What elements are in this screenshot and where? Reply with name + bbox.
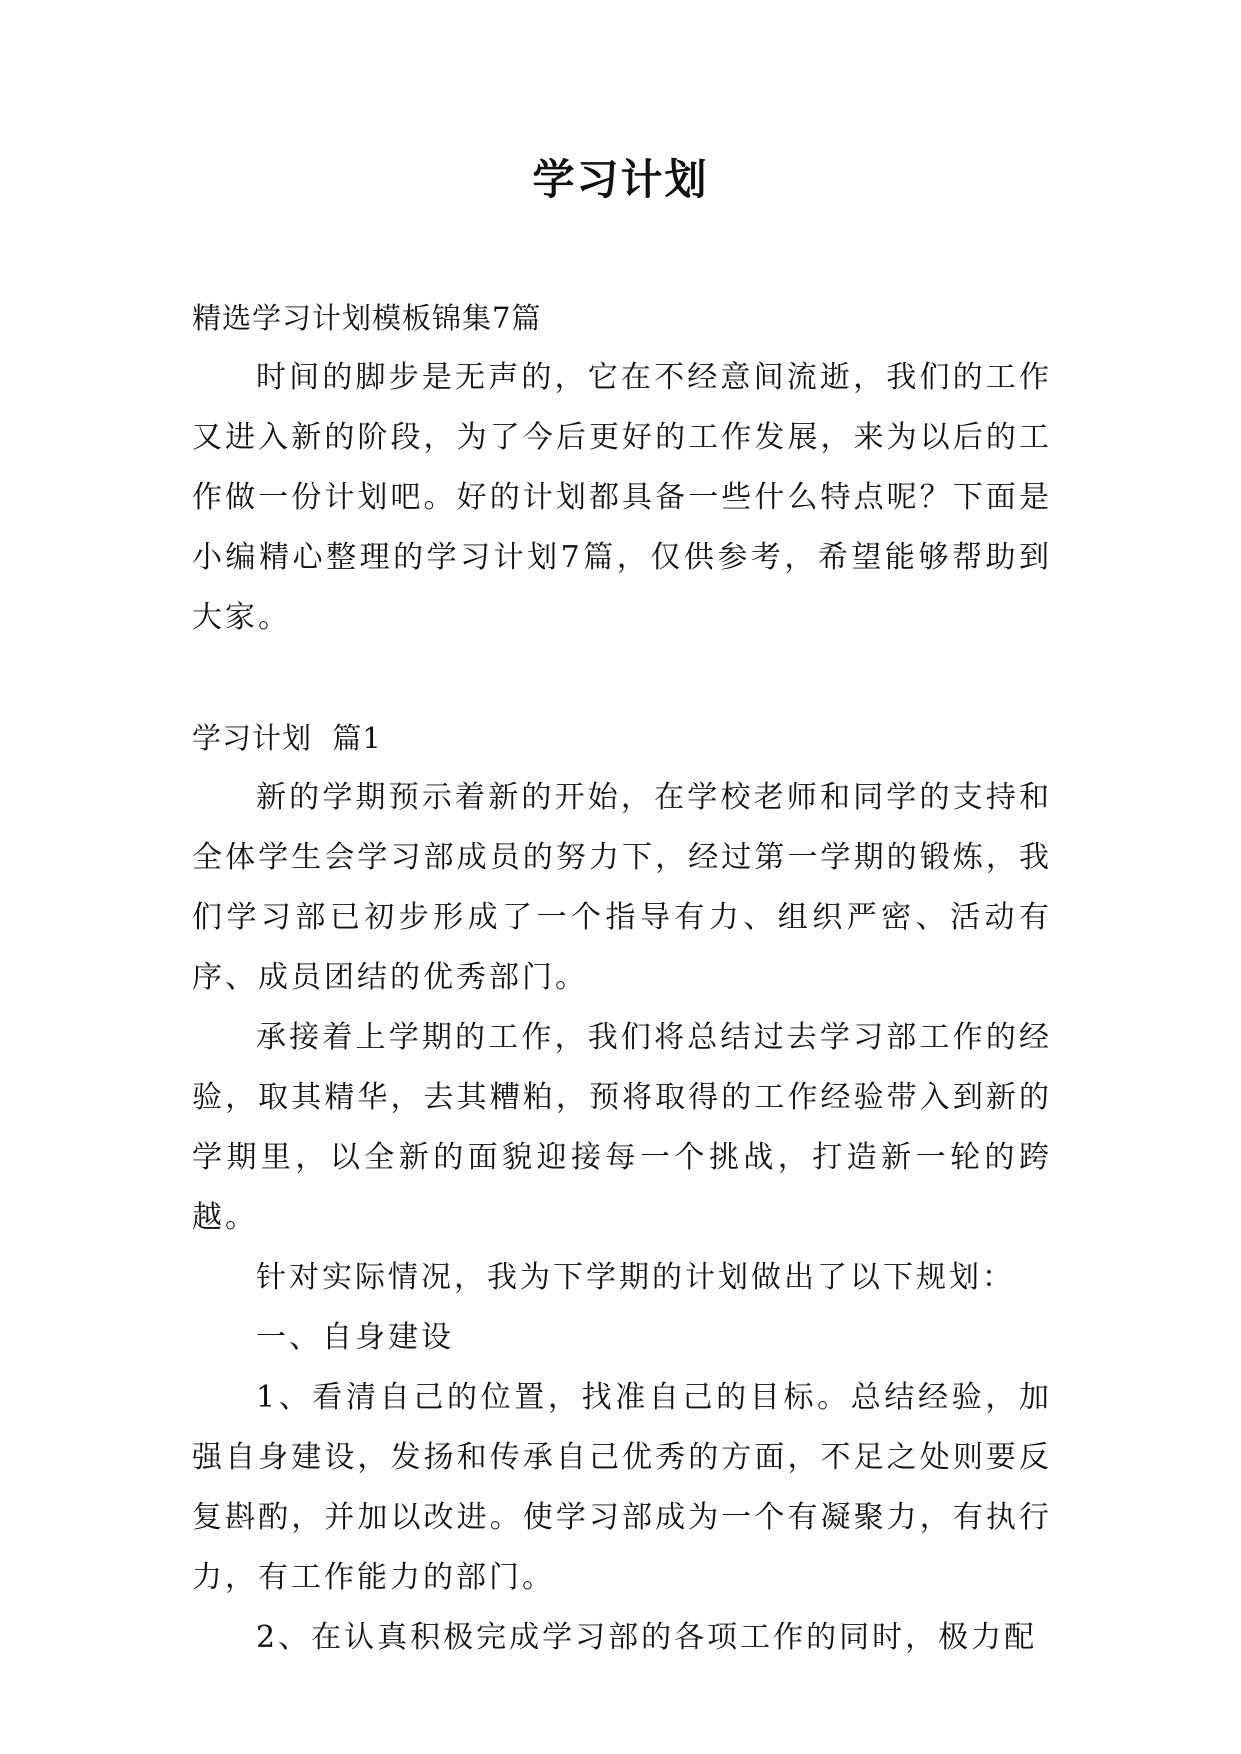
body-paragraph: 新的学期预示着新的开始，在学校老师和同学的支持和全体学生会学习部成员的努力下，经过第一学期的锻炼，我们学习部已初步形成了一个指导有力、组织严密、活动有序、成员团结的优秀部门。 xyxy=(192,780,1052,995)
list-heading: 一、自身建设 xyxy=(256,1320,454,1355)
body-paragraph: 针对实际情况，我为下学期的计划做出了以下规划： xyxy=(256,1260,1015,1295)
document-subtitle: 精选学习计划模板锦集7篇 xyxy=(192,301,542,335)
section-heading: 学习计划 篇1 xyxy=(192,721,382,755)
intro-paragraph: 时间的脚步是无声的，它在不经意间流逝，我们的工作又进入新的阶段，为了今后更好的工作发展，来为以后的工作做一份计划吧。好的计划都具备一些什么特点呢？下面是小编精心整理的学习计划7篇，仅供参考，希望能够帮助到大家。 xyxy=(192,360,1052,635)
section-spacer xyxy=(192,648,1052,708)
list-item: 1、看清自己的位置，找准自己的目标。总结经验，加强自身建设，发扬和传承自己优秀的方面，不足之处则要反复斟酌，并加以改进。使学习部成为一个有凝聚力，有执行力，有工作能力的部门。 xyxy=(192,1380,1052,1595)
document-body xyxy=(192,288,1052,1668)
list-item: 2、在认真积极完成学习部的各项工作的同时，极力配 xyxy=(256,1620,1038,1655)
body-paragraph: 承接着上学期的工作，我们将总结过去学习部工作的经验，取其精华，去其糟粕，预将取得的工作经验带入到新的学期里，以全新的面貌迎接每一个挑战，打造新一轮的跨越。 xyxy=(192,1020,1052,1235)
document-title: 学习计划 xyxy=(532,155,709,204)
